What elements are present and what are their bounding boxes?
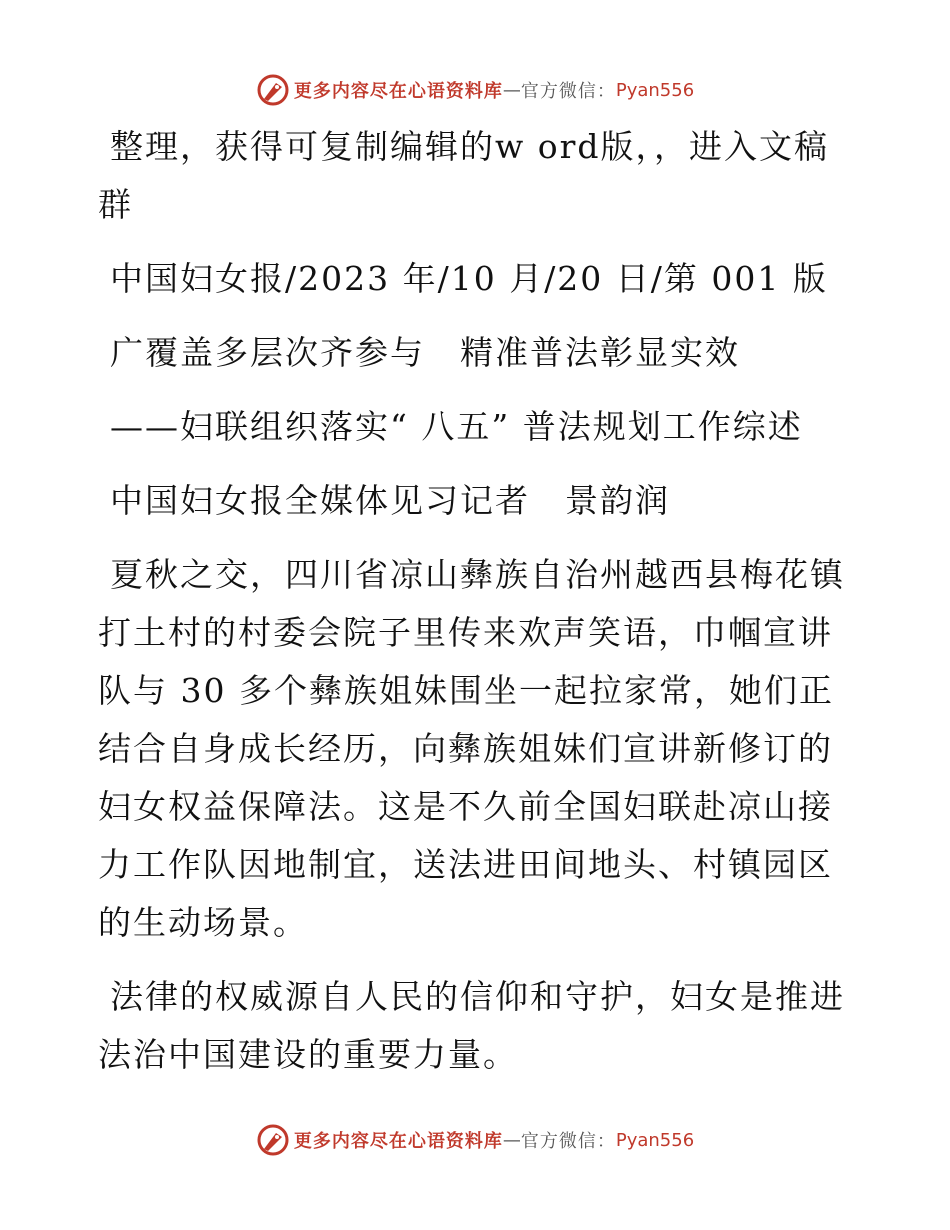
banner-dash: —	[502, 79, 521, 101]
article-title: 广覆盖多层次齐参与 精准普法彰显实效	[110, 333, 740, 372]
banner-promo-text: 更多内容尽在心语资料库	[293, 81, 503, 102]
byline: 中国妇女报全媒体见习记者 景韵润	[110, 481, 670, 520]
banner-wechat-label: 官方微信：	[520, 1131, 616, 1152]
header-watermark-banner	[0, 70, 950, 110]
pen-nib-logo-icon	[256, 1123, 290, 1157]
body-paragraph-2: 法律的权威源自人民的信仰和守护，妇女是推进法治中国建设的重要力量。	[98, 977, 845, 1074]
document-body	[98, 118, 858, 1100]
banner-wechat-id: Pyan556	[615, 1129, 695, 1151]
body-paragraph-1: 夏秋之交，四川省凉山彝族自治州越西县梅花镇打土村的村委会院子里传来欢声笑语，巾帼宣讲队与 30 多个彝族姐妹围坐一起拉家常，她们正结合自身成长经历，向彝族姐妹们宣讲新修订的妇女权益保障法。这是不久前全国妇联赴凉山接力工作队因地制宜，送法进田间地头、村镇园区的生动场景。	[98, 555, 845, 942]
banner-promo-text: 更多内容尽在心语资料库	[293, 1131, 503, 1152]
banner-dash: —	[502, 1129, 521, 1151]
intro-note: 整理，获得可复制编辑的w ord版，，进入文稿群	[98, 127, 830, 224]
banner-wechat-label: 官方微信：	[520, 81, 616, 102]
article-subtitle: ——妇联组织落实“ 八五” 普法规划工作综述	[110, 407, 803, 446]
pen-nib-logo-icon	[256, 73, 290, 107]
source-line: 中国妇女报/2023 年/10 月/20 日/第 001 版	[110, 259, 828, 298]
banner-wechat-id: Pyan556	[615, 79, 695, 101]
footer-watermark-banner	[0, 1120, 950, 1160]
